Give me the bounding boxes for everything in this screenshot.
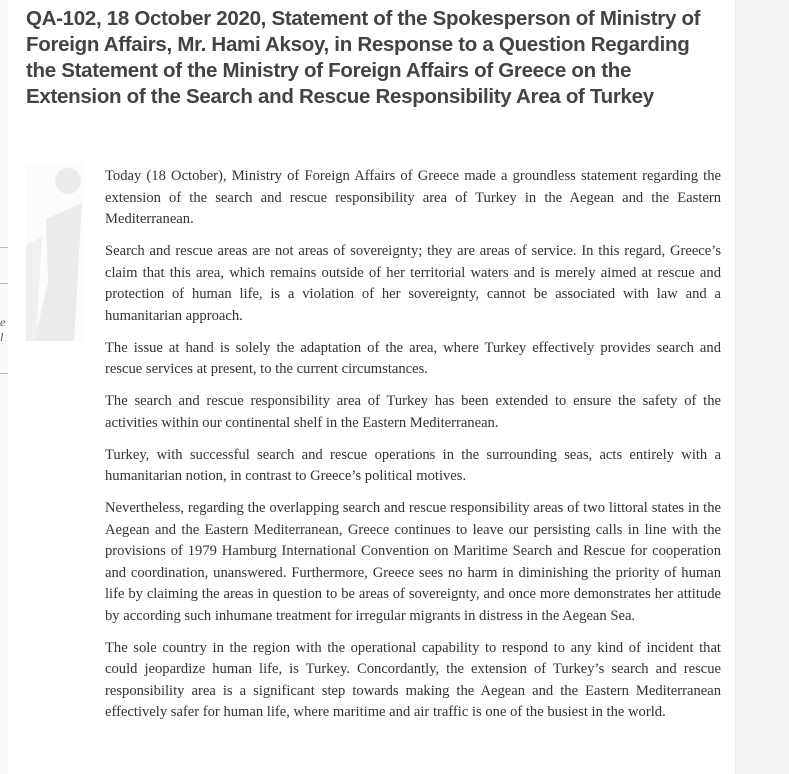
paragraph: The search and rescue responsibility area of Turkey has been extended to ensure the safety of the activities within our continental shelf in the Eastern Mediterranean. (105, 393, 721, 431)
sidebar-text-fragment: e (0, 315, 6, 329)
paragraph: Today (18 October), Ministry of Foreign Affairs of Greece made a groundless statement regarding the extension of the search and rescue responsibility area of Turkey in the Aegean and the Eastern Mediterranean. (105, 168, 721, 227)
paragraph: The issue at hand is solely the adaptation of the area, where Turkey effectively provides search and rescue services at present, to the current circumstances. (105, 339, 721, 377)
paragraph: Search and rescue areas are not areas of sovereignty; they are areas of service. In this regard, Greece’s claim that this area, which remains outside of her territorial waters and is merely aimed at rescue and protection of human life, is a violation of her sovereignty, cannot be associated with law and a humanitarian approach. (105, 243, 721, 324)
sidebar-text-fragment: l (0, 330, 4, 344)
sidebar-divider (0, 247, 8, 248)
info-i-icon (26, 163, 84, 341)
paragraph: Turkey, with successful search and rescue operations in the surrounding seas, acts entirely with a humanitarian notion, in contrast to Greece’s political motives. (105, 446, 721, 484)
sidebar-divider (0, 373, 8, 374)
paragraph: Nevertheless, regarding the overlapping search and rescue responsibility areas of two littoral states in the Aegean and the Eastern Mediterranean, Greece continues to leave our persisting calls in line with the provisions of 1979 Hamburg International Convention on Maritime Search and Rescue for cooperation and coordination, unanswered. Furthermore, Greece sees no harm in diminishing the priority of human life by claiming the areas in question to be areas of sovereignty, and once more demonstrates her attitude by according such inhumane treatment for irregular migrants in distress in the Aegean Sea. (105, 500, 721, 624)
article-title: QA-102, 18 October 2020, Statement of the Spokesperson of Ministry of Foreign Affairs, Mr. Hami Aksoy, in Response to a Question Regarding the Statement of the Ministry of Foreign Affairs of Greece on the Extension of the Search and Rescue Responsibility Area of Turkey (26, 7, 701, 108)
article-body (105, 166, 721, 734)
paragraph: The sole country in the region with the operational capability to respond to any kind of incident that could jeopardize human life, is Turkey. Concordantly, the extension of Turkey’s search and rescue responsibility area is a significant step towards making the Aegean and the Eastern Mediterranean effectively safer for human life, where maritime and air traffic is one of the busiest in the world. (105, 639, 721, 720)
right-margin (735, 0, 789, 774)
article-page (8, 0, 735, 774)
left-sidebar-edge (0, 0, 8, 774)
sidebar-divider (0, 283, 8, 284)
